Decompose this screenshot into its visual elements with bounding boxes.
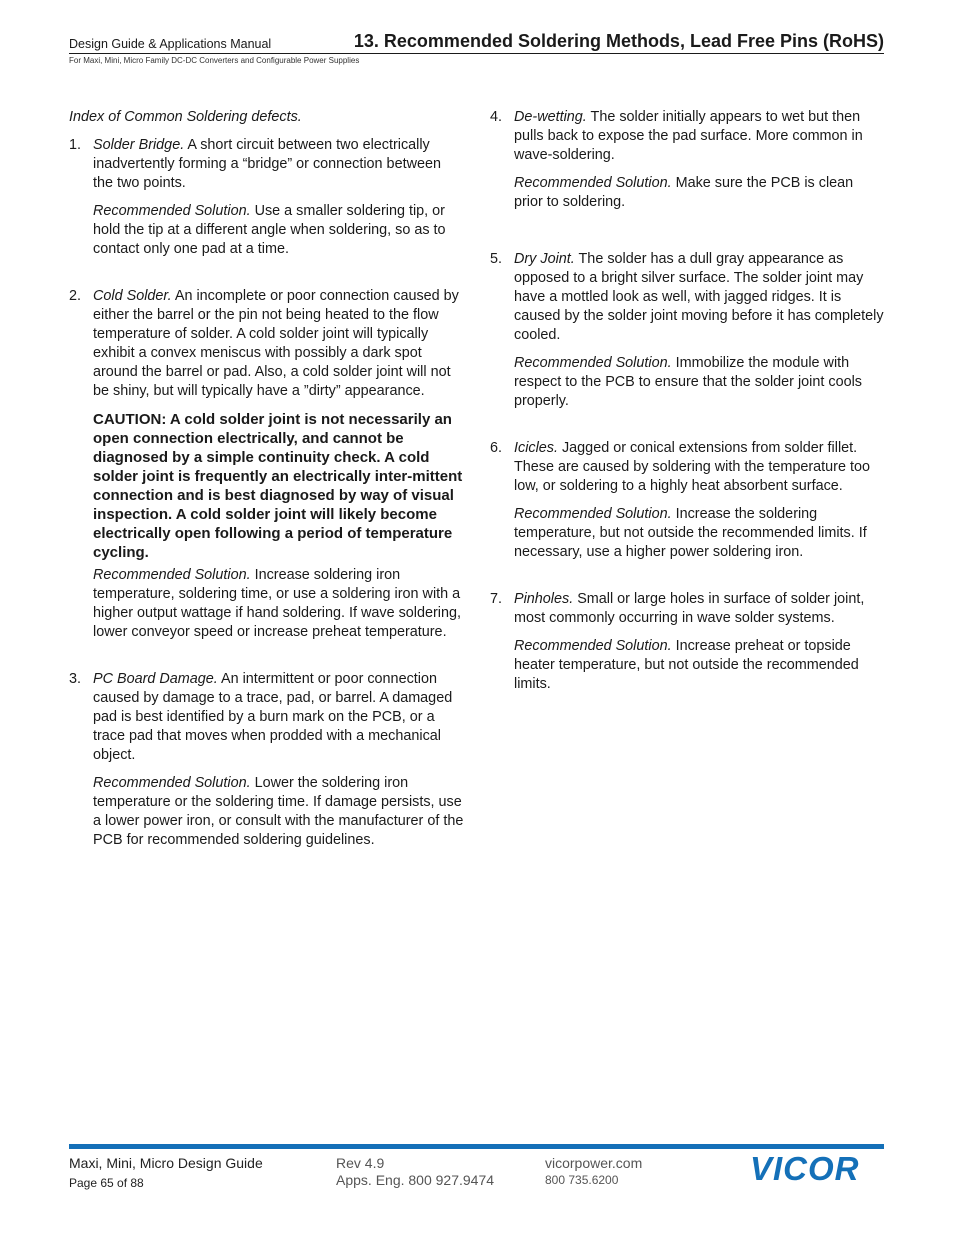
defect-number: 7. xyxy=(490,591,503,607)
defect-description xyxy=(93,136,464,193)
defect-number: 5. xyxy=(490,251,503,267)
defect-item-solder-bridge xyxy=(69,136,464,259)
footer-phone: 800 735.6200 xyxy=(545,1173,619,1187)
defect-item-icicles xyxy=(490,439,885,562)
defect-item-dry-joint xyxy=(490,250,885,411)
recommended-solution xyxy=(514,174,885,212)
left-column xyxy=(69,108,464,850)
footer-website-text[interactable]: vicorpower.com xyxy=(545,1155,643,1171)
defect-name: Cold Solder. xyxy=(93,288,172,304)
recommended-solution-text: Use a smaller soldering tip, or hold the tip at a different angle when soldering, so as to contact only one pad at a time. xyxy=(93,203,446,257)
footer-guide-name: Maxi, Mini, Micro Design Guide xyxy=(69,1155,263,1171)
recommended-solution-text: Increase the soldering temperature, but not outside the recommended limits. If necessary, use a higher power soldering iron. xyxy=(514,506,867,560)
page-title: 13. Recommended Soldering Methods, Lead Free Pins (RoHS) xyxy=(353,31,884,51)
defect-item-pinholes xyxy=(490,590,885,694)
recommended-solution-label: Recommended Solution. xyxy=(514,638,672,654)
recommended-solution-text: Immobilize the module with respect to the PCB to ensure that the solder joint cools properly. xyxy=(514,355,862,409)
defect-text: Jagged or conical extensions from solder fillet. These are caused by soldering with the temperature too low, or soldering to a highly heat absorbent surface. xyxy=(514,440,870,494)
defect-description xyxy=(93,287,464,401)
index-title: Index of Common Soldering defects. xyxy=(69,109,302,125)
vicor-logo-text: VICOR xyxy=(750,1150,860,1187)
defect-name: Pinholes. xyxy=(514,591,574,607)
defect-text: The solder has a dull gray appearance as opposed to a bright silver surface. The solder joint may have a mottled look as well, with jagged ridges. It is caused by the solder joint moving before it has completely cooled. xyxy=(514,251,884,343)
defect-number: 2. xyxy=(69,288,82,304)
defect-description xyxy=(514,250,885,345)
footer-accent-bar xyxy=(69,1144,884,1149)
defect-name: Solder Bridge. xyxy=(93,137,185,153)
defect-text: An incomplete or poor connection caused by either the barrel or the pin not being heated to the flow temperature of solder. A cold solder joint will typically exhibit a convex meniscus with possibly a dark spot around the barrel or pad. Also, a cold solder joint will not be shiny, but will typically have a ”dirty” appearance. xyxy=(93,288,459,399)
manual-subtitle: For Maxi, Mini, Micro Family DC-DC Converters and Configurable Power Supplies xyxy=(69,56,360,65)
recommended-solution xyxy=(514,354,885,411)
recommended-solution xyxy=(93,566,464,642)
defect-item-cold-solder xyxy=(69,287,464,642)
recommended-solution-text: Increase soldering iron temperature, soldering time, or use a soldering iron with a higher output wattage if hand soldering. If wave soldering, lower conveyor speed or increase preheat temperature. xyxy=(93,567,461,640)
defect-text: The solder initially appears to wet but then pulls back to expose the pad surface. More common in wave-soldering. xyxy=(514,109,863,163)
defect-number: 3. xyxy=(69,671,82,687)
recommended-solution xyxy=(93,202,464,259)
right-column xyxy=(490,108,885,694)
vicor-logo xyxy=(750,1150,886,1188)
defect-item-pc-board-damage xyxy=(69,670,464,850)
footer-revision: Rev 4.9 xyxy=(336,1155,385,1171)
manual-name: Design Guide & Applications Manual xyxy=(69,37,272,51)
defect-number: 4. xyxy=(490,109,503,125)
defect-text: An intermittent or poor connection caused by damage to a trace, pad, or barrel. A damaged pad is best identified by a burn mark on the PCB, or a trace pad that moves when prodded with a mechanical object. xyxy=(93,671,453,763)
defect-name: Dry Joint. xyxy=(514,251,575,267)
recommended-solution-text: Increase preheat or topside heater temperature, but not outside the recommended limits. xyxy=(514,638,859,692)
defect-number: 6. xyxy=(490,440,503,456)
defect-name: De-wetting. xyxy=(514,109,587,125)
recommended-solution-label: Recommended Solution. xyxy=(514,175,672,191)
recommended-solution-label: Recommended Solution. xyxy=(514,506,672,522)
defect-text: Small or large holes in surface of solder joint, most commonly occurring in wave solder systems. xyxy=(514,591,865,626)
footer-page-number: Page 65 of 88 xyxy=(69,1176,144,1190)
defect-description xyxy=(514,590,885,628)
caution-note: CAUTION: A cold solder joint is not necessarily an open connection electrically, and cannot be diagnosed by a simple continuity check. A cold solder joint is frequently an electrically inter-mittent connection and is best diagnosed by way of visual inspection. A cold solder joint will likely become electrically open following a period of temperature cycling. xyxy=(93,411,463,561)
footer-apps-phone: Apps. Eng. 800 927.9474 xyxy=(336,1172,495,1188)
recommended-solution-text: Make sure the PCB is clean prior to soldering. xyxy=(514,175,854,210)
defect-description xyxy=(93,670,464,765)
recommended-solution-label: Recommended Solution. xyxy=(93,203,251,219)
recommended-solution xyxy=(514,637,885,694)
defect-name: Icicles. xyxy=(514,440,558,456)
recommended-solution-label: Recommended Solution. xyxy=(514,355,672,371)
defect-description xyxy=(514,108,885,165)
recommended-solution-label: Recommended Solution. xyxy=(93,775,251,791)
recommended-solution-text: Lower the soldering iron temperature or the soldering time. If damage persists, use a lower power iron, or consult with the manufacturer of the PCB for recommended soldering guidelines. xyxy=(93,775,464,848)
defect-text: A short circuit between two electrically inadvertently forming a “bridge” or connection between the two points. xyxy=(93,137,441,191)
defect-item-de-wetting xyxy=(490,108,885,212)
defect-name: PC Board Damage. xyxy=(93,671,218,687)
footer-website[interactable] xyxy=(545,1155,642,1171)
defect-number: 1. xyxy=(69,137,82,153)
recommended-solution-label: Recommended Solution. xyxy=(93,567,251,583)
recommended-solution xyxy=(514,505,885,562)
recommended-solution xyxy=(93,774,464,850)
defect-description xyxy=(514,439,885,496)
header-divider xyxy=(69,53,884,54)
